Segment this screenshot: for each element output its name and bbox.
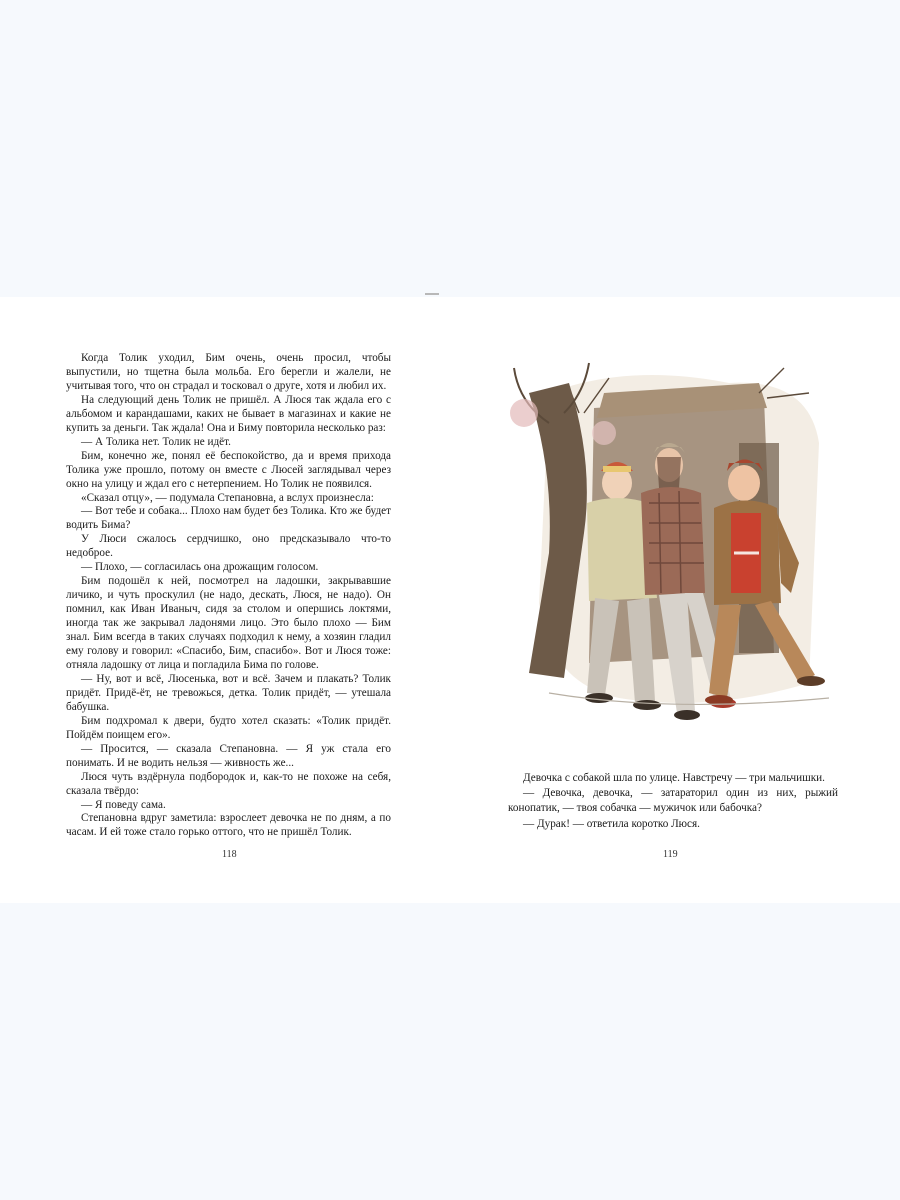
page-number-right: 119 [663, 849, 678, 860]
paragraph: Девочка с собакой шла по улице. Навстречу — три мальчишки. [523, 772, 825, 784]
paragraph: Люся чуть вздёрнула подбородок и, как-то не похоже на себя, сказала твёрдо: [66, 770, 391, 797]
paragraph: Бим подхромал к двери, будто хотел сказать: «Толик придёт. Пойдём поищем его». [66, 714, 391, 741]
paragraph: — Девочка, девочка, — затараторил один из них, рыжий конопатик, — твоя собачка — мужичок или бабочка? [508, 787, 838, 815]
spread-center-mark [425, 293, 439, 295]
paragraph: — Дурак! — ответила коротко Люся. [523, 817, 700, 830]
paragraph: Бим подошёл к ней, посмотрел на ладошки, закрывавшие личико, и чуть проскулил (не надо, дескать, Люся, не надо). Он помнил, как Иван Иваныч, сидя за столом и опершись локтями, иногда так же закрывал ладонями лицо. Это было плохо — Бим знал. Бим всегда в таких случаях подходил к нему, а хозяин гладил ему голову и говорил: «Спасибо, Бим, спасибо». Вот и Люся тоже: отняла ладошку от лица и погладила Бима по голове. [66, 575, 391, 671]
paragraph: — Я поведу сама. [81, 798, 166, 811]
paragraph: Степановна вдруг заметила: взрослеет девочка не по дням, а по часам. И ей тоже стало горько оттого, что не пришёл Толик. [66, 812, 391, 839]
paragraph: На следующий день Толик не пришёл. А Люся так ждала его с альбомом и карандашами, каких не бывает в магазинах и какие не купить за деньги. Так ждала! Она и Биму повторила несколько раз: [66, 393, 391, 434]
paragraph: «Сказал отцу», — подумала Степановна, а вслух произнесла: [81, 491, 374, 504]
left-page-text [66, 352, 391, 840]
paragraph: — Ну, вот и всё, Люсенька, вот и всё. Зачем и плакать? Толик придёт. Придё-ёт, не тревожься, детка. Толик придёт, — утешала бабушка. [66, 672, 391, 713]
paragraph: — А Толика нет. Толик не идёт. [81, 435, 231, 448]
paragraph: — Просится, — сказала Степановна. — Я уж стала его понимать. И не водить нельзя — живность же... [66, 742, 391, 769]
paragraph: — Вот тебе и собака... Плохо нам будет без Толика. Кто же будет водить Бима? [66, 505, 391, 532]
page-number-left: 118 [222, 849, 237, 860]
right-page-text [508, 771, 838, 832]
paragraph: — Плохо, — согласилась она дрожащим голосом. [81, 561, 319, 574]
paragraph: У Люси сжалось сердчишко, оно предсказывало что-то недоброе. [66, 533, 391, 560]
paragraph: Когда Толик уходил, Бим очень, очень просил, чтобы выпустили, но тщетна была мольба. Его берегли и жалели, не учитывая того, что он страдал и тосковал о друге, хотя и любил их. [66, 352, 391, 392]
illustration-three-boys [509, 353, 839, 743]
paragraph: Бим, конечно же, понял её беспокойство, да и время прихода Толика уже прошло, потому он вместе с Люсей заглядывал через окно на улицу и ждал его с нетерпением. Но Толик не появился. [66, 449, 391, 490]
